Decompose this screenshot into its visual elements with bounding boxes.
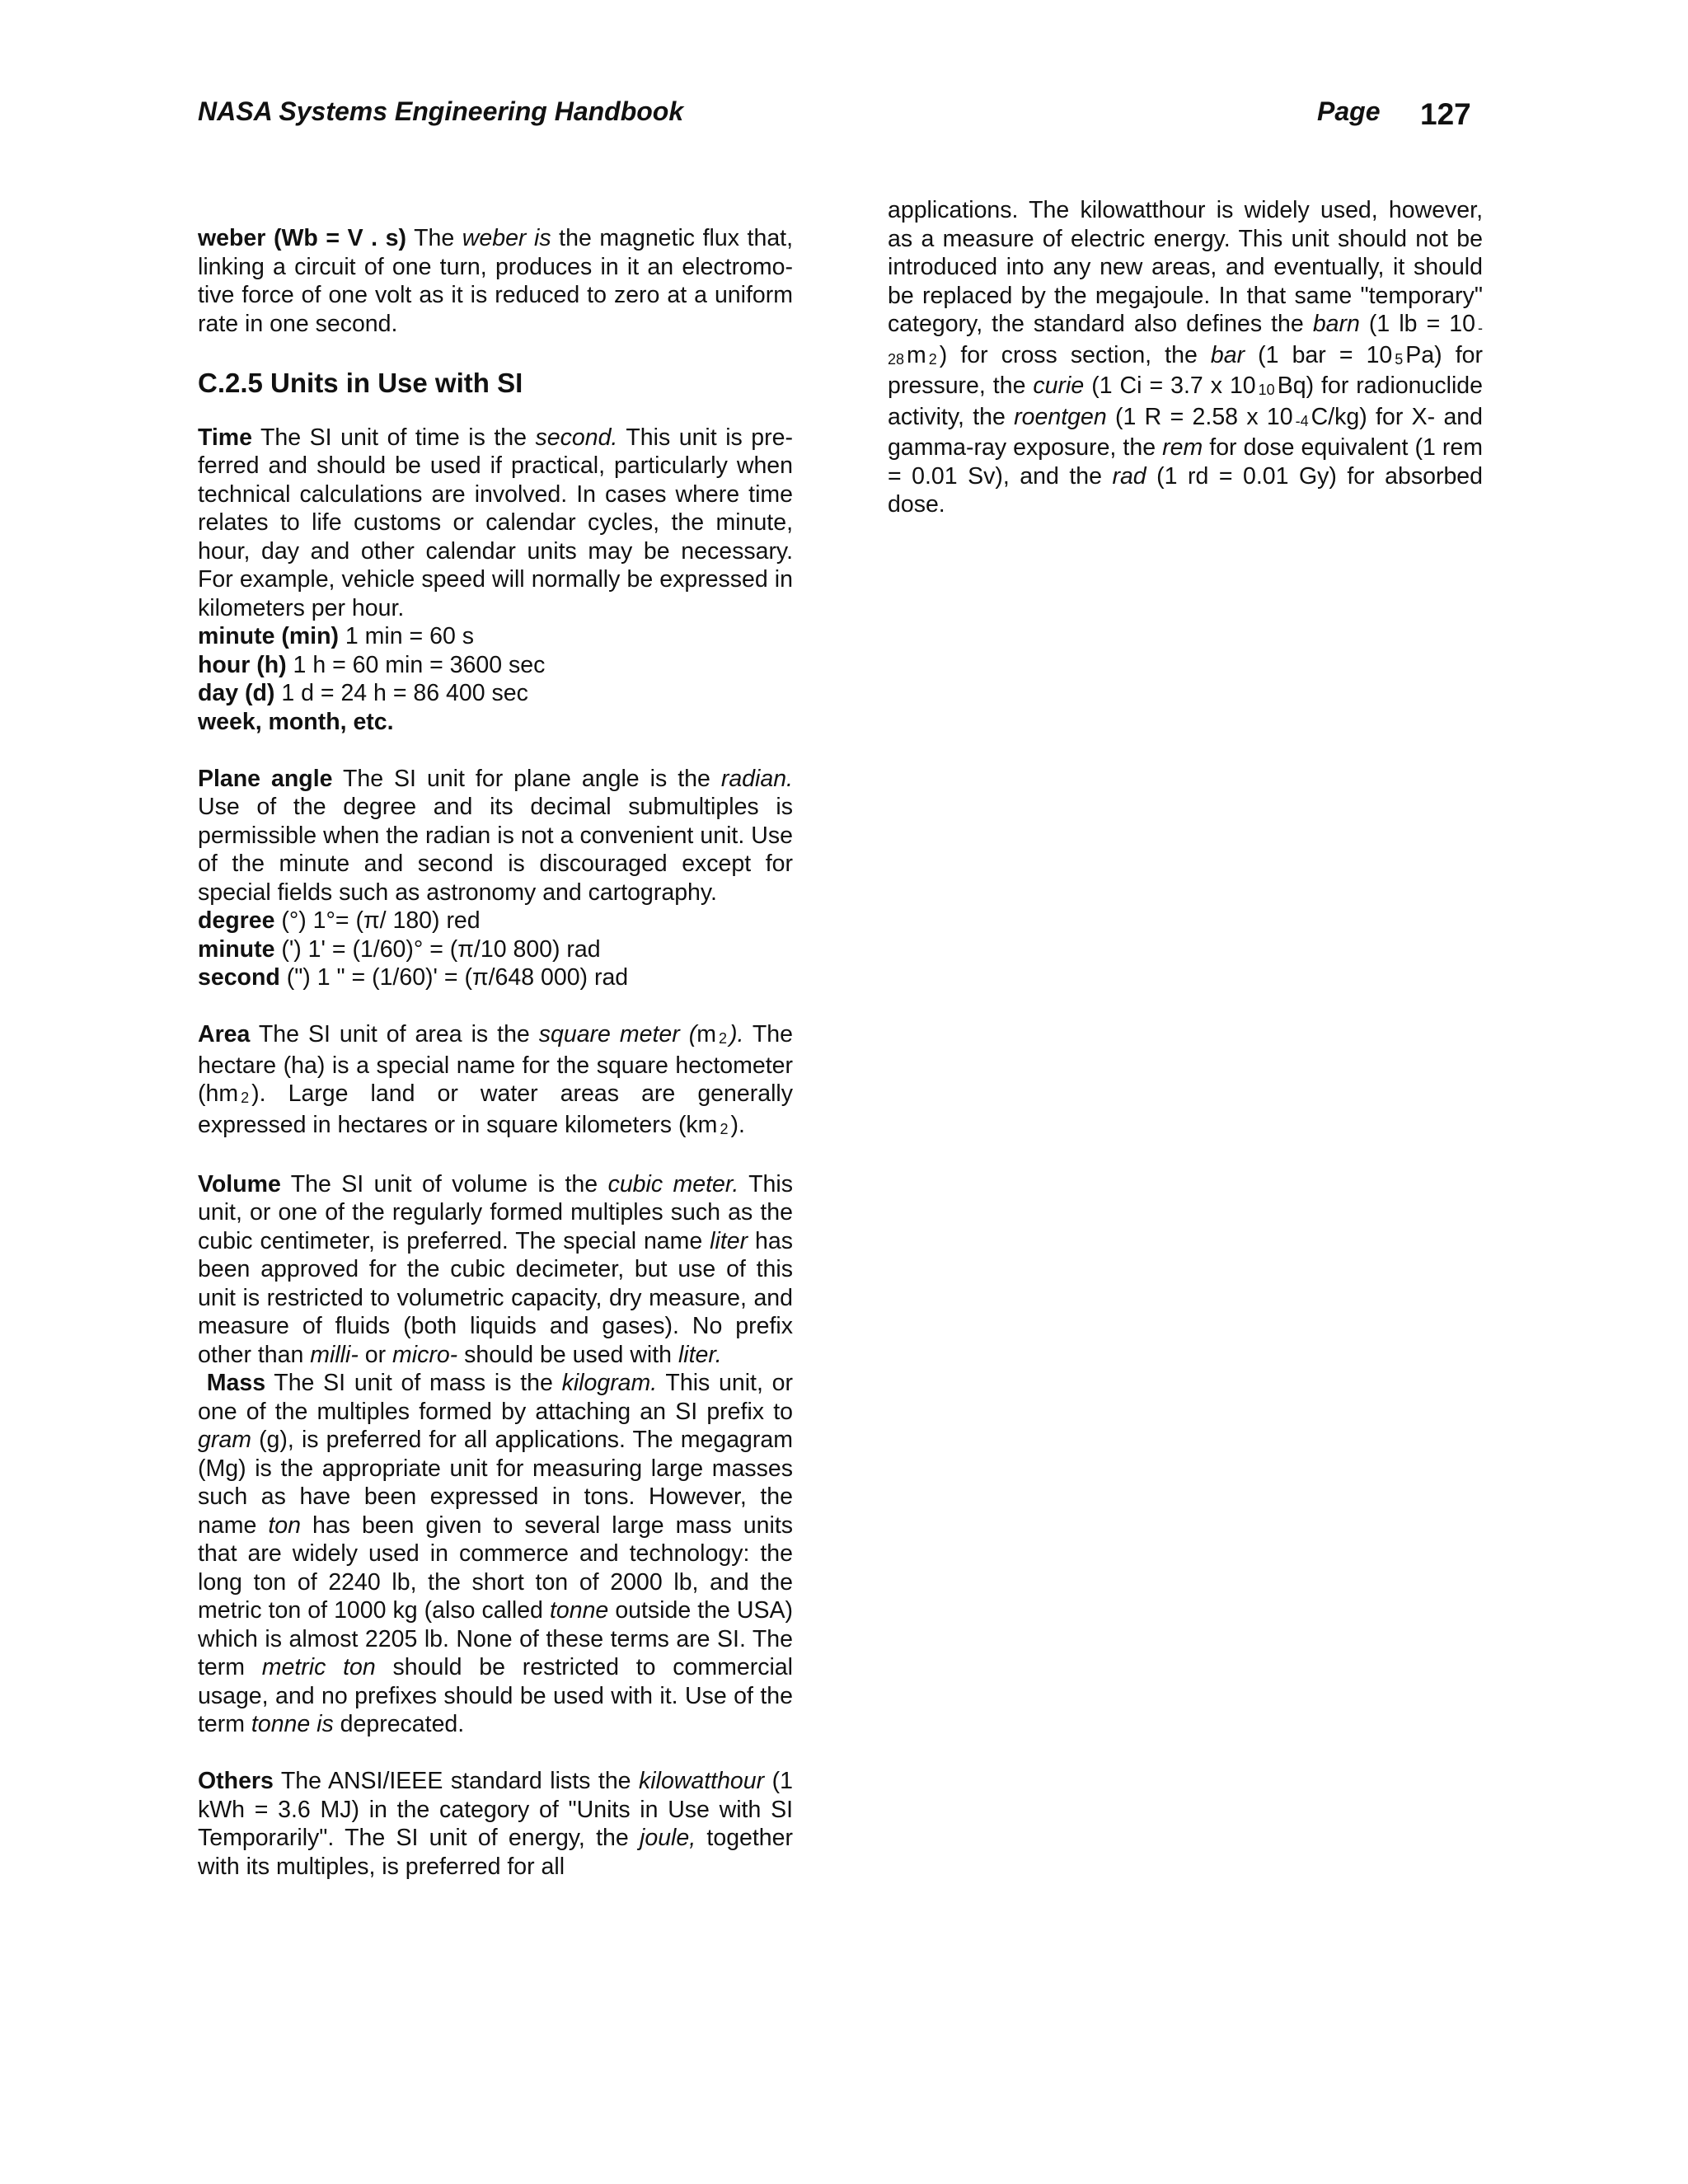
- volume-term: Volume: [198, 1170, 281, 1197]
- weber-definition: weber (Wb = V . s) The weber is the magnetic flux that, linking a circuit of one turn, produces in it an electromo-tive force of one volt as it is reduced to zero at a uniform rate in one second.: [198, 225, 794, 337]
- time-def-minute: minute (min) 1 min = 60 s: [198, 623, 474, 649]
- angle-def-minute: minute (') 1' = (1/60)° = (π/10 800) rad: [198, 935, 601, 963]
- weber-term: weber (Wb = V . s): [198, 225, 407, 251]
- page-number: 127: [1420, 97, 1471, 131]
- right-column: [888, 196, 1483, 519]
- angle-def-second: second (") 1 " = (1/60)' = (π/648 000) rad: [198, 964, 629, 991]
- time-term: Time: [198, 424, 253, 451]
- time-def-day: day (d) 1 d = 24 h = 86 400 sec: [198, 680, 528, 706]
- time-def-week: week, month, etc.: [198, 708, 394, 735]
- others-continued-paragraph: applications. The kilowatthour is widely used, however, as a measure of electric energy. This unit should not be introduced into any new areas, and eventually, it should be replaced by the megajoule. In that same "temporary" category, the standard also defines the barn (1 lb = 10 -28 m 2 ) for cross section, the bar (1 bar = 10 5 Pa) for pressure, the curie (1 Ci = 3.7 x 10 10 Bq) for radionuclide activity, the roentgen (1 R = 2.58 x 10 -4 C/kg) for X- and gamma-ray exposure, the rem for dose equivalent (1 rem = 0.01 Sv), and the rad (1 rd = 0.01 Gy) for absorbed dose.: [888, 197, 1484, 518]
- others-paragraph: Others The ANSI/IEEE standard lists the kilowatthour (1 kWh = 3.6 MJ) in the category of "Units in Use with SI Temporarily". The SI unit of energy, the joule, together with its multiples, is preferred for all: [198, 1768, 794, 1880]
- area-term: Area: [198, 1021, 251, 1047]
- time-def-hour: hour (h) 1 h = 60 min = 3600 sec: [198, 651, 546, 678]
- volume-paragraph: Volume The SI unit of volume is the cubic meter. This unit, or one of the regularly formed multiples such as the cubic centimeter, is preferred. The special name liter has been approved for the cubic decimeter, but use of this unit is restricted to volumetric capacity, dry measure, and measure of fluids (both liquids and gases). No prefix other than milli- or micro- should be used with liter.: [198, 1170, 793, 1368]
- angle-def-degree: degree (°) 1°= (π/ 180) red: [198, 907, 481, 934]
- plane-angle-paragraph: Plane angle The SI unit for plane angle is the radian. Use of the degree and its decimal submultiples is permissible when the radian is not a convenient unit. Use of the minute and second is discouraged except for special fields such as astronomy and cartography.: [198, 765, 793, 906]
- section-heading: C.2.5 Units in Use with SI: [198, 367, 523, 398]
- others-term: Others: [198, 1768, 274, 1794]
- page-label: Page: [1317, 96, 1381, 126]
- document-title: NASA Systems Engineering Handbook: [198, 96, 684, 126]
- left-column: [198, 224, 793, 1881]
- time-paragraph: Time The SI unit of time is the second. This unit is pre-ferred and should be used if practical, particularly when technical calculations are involved. In cases where time relates to life customs or calendar cycles, the minute, hour, day and other calendar units may be necessary. For example, vehicle speed will normally be expressed in kilometers per hour.: [198, 424, 793, 621]
- area-paragraph: Area The SI unit of area is the square meter (m 2 ). The hectare (ha) is a special name for the square hectometer (hm 2 ). Large land or water areas are generally expressed in hectares or in square kilometers (km 2 ).: [198, 1021, 793, 1138]
- mass-paragraph: Mass The SI unit of mass is the kilogram. This unit, or one of the multiples formed by attaching an SI prefix to gram (g), is preferred for all applications. The megagram (Mg) is the appropriate unit for measuring large masses such as have been expressed in tons. However, the name ton has been given to several large mass units that are widely used in commerce and technology: the long ton of 2240 lb, the short ton of 2000 lb, and the metric ton of 1000 kg (also called tonne outside the USA) which is almost 2205 lb. None of these terms are SI. The term metric ton should be restricted to commercial usage, and no prefixes should be used with it. Use of the term tonne is deprecated.: [198, 1370, 793, 1737]
- plane-angle-term: Plane angle: [198, 765, 333, 792]
- mass-term: Mass: [206, 1370, 266, 1396]
